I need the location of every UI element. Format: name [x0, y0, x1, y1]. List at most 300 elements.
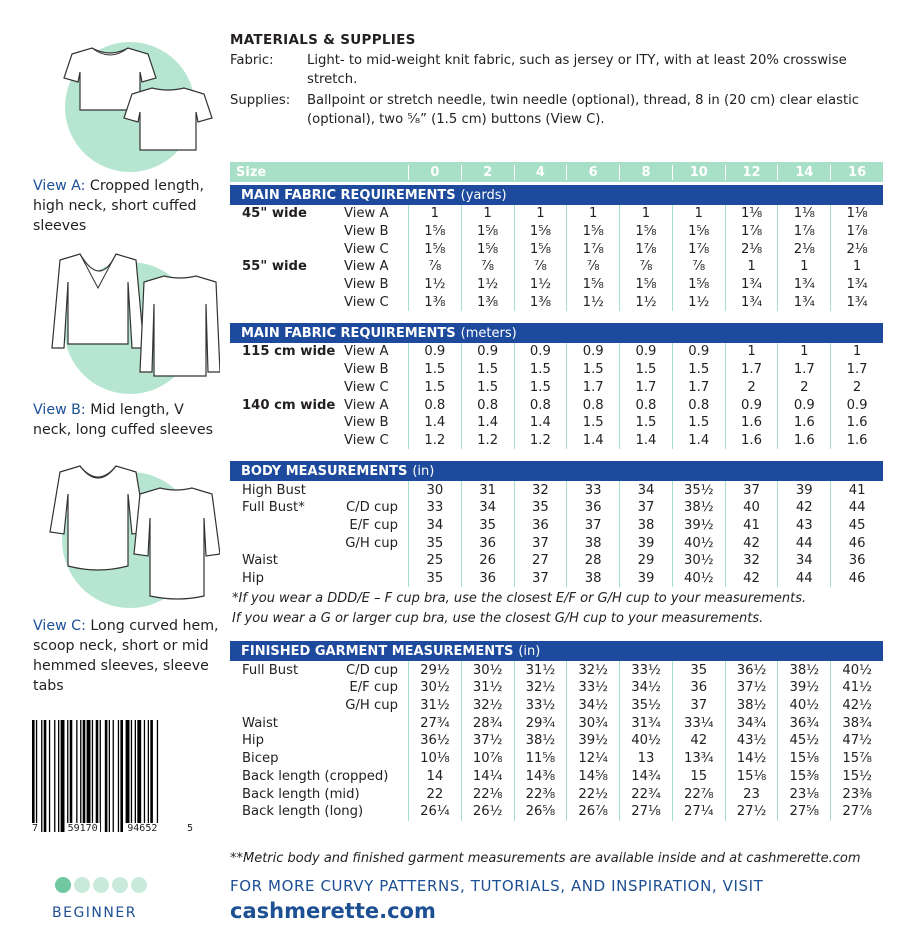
table-cell: 30¾ — [566, 714, 619, 732]
metric-note: **Metric body and finished garment measurements are available inside and at cashmerette.com — [230, 851, 861, 866]
table-cell: 1 — [461, 205, 514, 223]
table-cell: 22⅜ — [514, 785, 567, 803]
table-row — [230, 240, 883, 258]
table-cell: 47½ — [830, 732, 883, 750]
table-cell: 36½ — [408, 732, 461, 750]
barcode-bar — [105, 720, 108, 832]
table-cell: 39½ — [777, 679, 830, 697]
table-cell: 34½ — [619, 679, 672, 697]
fabric-label: Fabric: — [230, 53, 274, 68]
table-cell: 26⅝ — [514, 803, 567, 821]
supplies-label: Supplies: — [230, 93, 291, 108]
meters-band-unit: (meters) — [460, 325, 517, 341]
view-a-caption — [33, 176, 223, 236]
barcode-digits — [30, 823, 195, 834]
table-cell: 26¼ — [408, 803, 461, 821]
table-cell: 1 — [777, 343, 830, 361]
table-cell: 27¾ — [408, 714, 461, 732]
table-row — [230, 661, 883, 679]
table-cell: 39 — [777, 481, 830, 499]
row-label: Back length (cropped) — [242, 768, 389, 784]
meters-band — [230, 323, 883, 343]
table-cell: 13¾ — [672, 750, 725, 768]
barcode-bar — [135, 720, 136, 832]
table-cell: 1⅞ — [725, 223, 778, 241]
difficulty-dot — [93, 877, 109, 893]
row-sublabel: View C — [343, 241, 389, 257]
table-cell: 35 — [461, 517, 514, 535]
table-cell: 39 — [619, 534, 672, 552]
table-cell: 1¾ — [725, 276, 778, 294]
barcode-bar — [87, 720, 91, 832]
table-cell: ⅞ — [672, 258, 725, 276]
table-cell: 32½ — [514, 679, 567, 697]
table-cell: 14½ — [725, 750, 778, 768]
table-cell: 32 — [514, 481, 567, 499]
table-cell: 1 — [830, 258, 883, 276]
table-cell: 1 — [514, 205, 567, 223]
table-cell: ⅞ — [566, 258, 619, 276]
table-cell: 26 — [461, 552, 514, 570]
meters-band-title: MAIN FABRIC REQUIREMENTS — [241, 325, 456, 341]
table-cell: 27⅝ — [777, 803, 830, 821]
table-cell: 31½ — [408, 697, 461, 715]
table-cell: 0.9 — [725, 396, 778, 414]
table-cell: 1.5 — [514, 361, 567, 379]
table-cell: 14⅜ — [514, 768, 567, 786]
table-cell: 1 — [566, 205, 619, 223]
table-cell: 37½ — [725, 679, 778, 697]
table-cell: 0.9 — [619, 343, 672, 361]
table-cell: 1.6 — [830, 432, 883, 450]
view-c-illustration — [20, 462, 220, 612]
difficulty-dot — [131, 877, 147, 893]
row-sublabel: C/D cup — [345, 662, 398, 678]
row-sublabel: E/F cup — [349, 517, 398, 533]
table-cell: 35½ — [619, 697, 672, 715]
cta-text: FOR MORE CURVY PATTERNS, TUTORIALS, AND INSPIRATION, VISIT — [230, 877, 764, 895]
table-cell: 10⅛ — [408, 750, 461, 768]
table-cell: 1¾ — [725, 293, 778, 311]
table-row — [230, 750, 883, 768]
view-b-caption — [33, 400, 223, 440]
table-cell: 10⅞ — [461, 750, 514, 768]
view-b-desc: Mid length, V neck, long cuffed sleeves — [33, 402, 214, 438]
table-cell: 40½ — [672, 570, 725, 588]
view-a-desc: Cropped length, high neck, short cuffed sleeves — [33, 178, 205, 234]
barcode-bar — [109, 720, 110, 832]
yards-band — [230, 185, 883, 205]
barcode-bar — [80, 720, 81, 832]
table-cell: 43 — [777, 517, 830, 535]
table-cell: 1.5 — [461, 361, 514, 379]
row-label: 140 cm wide — [242, 397, 336, 413]
table-cell: 1.4 — [408, 414, 461, 432]
table-cell: 38¾ — [830, 714, 883, 732]
table-cell: 42½ — [830, 697, 883, 715]
table-cell: 34 — [408, 517, 461, 535]
table-cell: ⅞ — [461, 258, 514, 276]
finished-band-unit: (in) — [518, 643, 541, 659]
table-cell: 1⅝ — [619, 276, 672, 294]
materials-title: MATERIALS & SUPPLIES — [230, 32, 416, 48]
table-row — [230, 396, 883, 414]
table-row — [230, 534, 883, 552]
table-cell: 26⅞ — [566, 803, 619, 821]
table-cell: 1⅝ — [672, 276, 725, 294]
table-cell: 27¼ — [672, 803, 725, 821]
row-sublabel: View C — [343, 379, 389, 395]
table-row — [230, 768, 883, 786]
barcode-bar — [41, 720, 42, 832]
table-cell: 1½ — [514, 276, 567, 294]
row-label: Hip — [242, 571, 264, 587]
table-cell: 1⅜ — [461, 293, 514, 311]
table-cell: 42 — [672, 732, 725, 750]
size-header-cell: 14 — [777, 165, 830, 180]
row-label: Waist — [242, 553, 278, 569]
table-cell: 12¼ — [566, 750, 619, 768]
table-cell: 38 — [566, 570, 619, 588]
supplies-row — [230, 91, 890, 129]
table-cell: 42 — [725, 570, 778, 588]
barcode-bar — [118, 720, 119, 832]
finished-band-title: FINISHED GARMENT MEASUREMENTS — [241, 643, 514, 659]
table-cell: 0.9 — [566, 343, 619, 361]
barcode-bar — [67, 720, 68, 832]
table-cell: 31½ — [461, 679, 514, 697]
size-header-row — [230, 162, 883, 182]
table-row — [230, 679, 883, 697]
view-a-name: View A: — [33, 178, 86, 194]
table-cell: 1⅝ — [514, 240, 567, 258]
row-sublabel: View C — [343, 294, 389, 310]
body-band-unit: (in) — [412, 463, 435, 479]
size-header-cell: 4 — [514, 165, 567, 180]
table-cell: 36 — [514, 517, 567, 535]
view-c-desc: Long curved hem, scoop neck, short or mid hemmed sleeves, sleeve tabs — [33, 618, 219, 694]
table-cell: 1.7 — [619, 379, 672, 397]
yards-band-title: MAIN FABRIC REQUIREMENTS — [241, 187, 456, 203]
table-row — [230, 552, 883, 570]
fabric-row — [230, 51, 890, 89]
barcode-bar — [137, 720, 141, 832]
table-cell: 1⅝ — [461, 240, 514, 258]
table-cell: 37 — [566, 517, 619, 535]
table-cell: 1.7 — [566, 379, 619, 397]
row-sublabel: View B — [343, 224, 389, 240]
table-cell: 1 — [777, 258, 830, 276]
table-cell: 29½ — [408, 661, 461, 679]
table-cell: 27⅛ — [619, 803, 672, 821]
row-label: 45" wide — [242, 206, 307, 222]
view-c-caption — [33, 616, 223, 696]
barcode-bar — [61, 720, 65, 832]
row-sublabel: View B — [343, 415, 389, 431]
table-cell: 1⅞ — [830, 223, 883, 241]
table-cell: 34½ — [566, 697, 619, 715]
table-cell: 1.5 — [672, 414, 725, 432]
table-cell: 22 — [408, 785, 461, 803]
table-row — [230, 697, 883, 715]
table-cell: ⅞ — [408, 258, 461, 276]
table-cell: 35 — [672, 661, 725, 679]
table-cell: 41 — [830, 481, 883, 499]
table-cell: 1.5 — [566, 361, 619, 379]
row-sublabel: View B — [343, 277, 389, 293]
table-cell: 1⅝ — [514, 223, 567, 241]
table-cell: 0.9 — [461, 343, 514, 361]
table-row — [230, 276, 883, 294]
table-cell: 37 — [725, 481, 778, 499]
table-cell: 29 — [619, 552, 672, 570]
table-cell: 23⅜ — [830, 785, 883, 803]
table-cell: 1 — [619, 205, 672, 223]
table-cell: 36 — [461, 570, 514, 588]
table-cell: 1.7 — [672, 379, 725, 397]
table-cell: 44 — [830, 499, 883, 517]
barcode-bar — [49, 720, 50, 832]
table-cell: 1.6 — [777, 414, 830, 432]
table-cell: 1⅝ — [672, 223, 725, 241]
barcode-digit-3: 94652 — [127, 823, 158, 834]
table-cell: 1¾ — [830, 276, 883, 294]
size-header-label: Size — [236, 164, 267, 180]
table-cell: 30 — [408, 481, 461, 499]
table-row — [230, 517, 883, 535]
table-cell: 0.9 — [777, 396, 830, 414]
table-row — [230, 414, 883, 432]
table-cell: 1.4 — [619, 432, 672, 450]
table-row — [230, 361, 883, 379]
table-cell: 33 — [408, 499, 461, 517]
row-label: Back length (long) — [242, 804, 364, 820]
table-cell: 27 — [514, 552, 567, 570]
table-cell: 23⅛ — [777, 785, 830, 803]
row-label: Full Bust — [242, 662, 299, 678]
body-note-2: If you wear a G or larger cup bra, use the closest G/H cup to your measurements. — [232, 611, 764, 627]
table-cell: 42 — [725, 534, 778, 552]
table-cell: 44 — [777, 570, 830, 588]
table-cell: 14 — [408, 768, 461, 786]
difficulty-dot — [112, 877, 128, 893]
table-cell: 37 — [619, 499, 672, 517]
table-cell: 1 — [408, 205, 461, 223]
row-label: Waist — [242, 715, 278, 731]
barcode-bar — [150, 720, 153, 832]
difficulty-dot — [55, 877, 71, 893]
table-cell: 44 — [777, 534, 830, 552]
table-cell: 1⅛ — [777, 205, 830, 223]
table-cell: 1 — [830, 343, 883, 361]
table-cell: 22⅛ — [461, 785, 514, 803]
table-cell: 2 — [725, 379, 778, 397]
meters-section — [230, 323, 883, 449]
table-cell: 40½ — [672, 534, 725, 552]
table-cell: 41½ — [830, 679, 883, 697]
row-label: 115 cm wide — [242, 344, 336, 360]
table-cell: 46 — [830, 570, 883, 588]
table-cell: 1⅝ — [566, 223, 619, 241]
table-cell: 1.7 — [830, 361, 883, 379]
barcode-bar — [120, 720, 123, 832]
view-b-name: View B: — [33, 402, 86, 418]
table-cell: 31 — [461, 481, 514, 499]
table-row — [230, 714, 883, 732]
row-sublabel: G/H cup — [345, 698, 398, 714]
table-cell: 22¾ — [619, 785, 672, 803]
table-cell: 1⅜ — [408, 293, 461, 311]
table-cell: 27⅞ — [830, 803, 883, 821]
table-cell: 13 — [619, 750, 672, 768]
barcode-bar — [100, 720, 101, 832]
table-cell: 37½ — [461, 732, 514, 750]
table-cell: 0.8 — [461, 396, 514, 414]
table-cell: 34 — [619, 481, 672, 499]
table-cell: 39 — [619, 570, 672, 588]
table-cell: 39½ — [566, 732, 619, 750]
table-cell: 33½ — [619, 661, 672, 679]
table-cell: 15 — [672, 768, 725, 786]
table-cell: 2⅛ — [725, 240, 778, 258]
table-cell: 1⅝ — [408, 223, 461, 241]
table-cell: 36 — [672, 679, 725, 697]
table-cell: 40½ — [777, 697, 830, 715]
table-cell: 22⅞ — [672, 785, 725, 803]
table-row — [230, 205, 883, 223]
table-cell: 40 — [725, 499, 778, 517]
table-cell: 1⅞ — [619, 240, 672, 258]
website-link[interactable]: cashmerette.com — [230, 899, 436, 923]
row-sublabel: View C — [343, 432, 389, 448]
row-sublabel: View A — [343, 259, 389, 275]
table-cell: 15⅞ — [830, 750, 883, 768]
row-sublabel: C/D cup — [345, 500, 398, 516]
table-row — [230, 343, 883, 361]
table-cell: 35 — [514, 499, 567, 517]
row-label: Hip — [242, 733, 264, 749]
table-cell: 37 — [672, 697, 725, 715]
table-cell: 28 — [566, 552, 619, 570]
table-cell: 0.8 — [672, 396, 725, 414]
size-header-cell: 8 — [619, 165, 672, 180]
size-header-cell: 2 — [461, 165, 514, 180]
table-cell: 1.5 — [566, 414, 619, 432]
table-cell: 1.6 — [777, 432, 830, 450]
body-note-1: *If you wear a DDD/E – F cup bra, use the closest E/F or G/H cup to your measurements. — [232, 591, 807, 607]
materials-section — [230, 32, 890, 131]
views-column — [0, 0, 225, 948]
finished-section — [230, 641, 883, 820]
body-band — [230, 461, 883, 481]
table-cell: 1.7 — [777, 361, 830, 379]
table-cell: 1⅝ — [619, 223, 672, 241]
yards-band-unit: (yards) — [460, 187, 507, 203]
barcode-bar — [32, 720, 35, 832]
body-band-title: BODY MEASUREMENTS — [241, 463, 408, 479]
row-sublabel: View A — [343, 206, 389, 222]
table-cell: 0.8 — [619, 396, 672, 414]
table-cell: 36¾ — [777, 714, 830, 732]
view-c-name: View C: — [33, 618, 86, 634]
table-cell: 2⅛ — [777, 240, 830, 258]
table-cell: 36½ — [725, 661, 778, 679]
table-cell: 1½ — [461, 276, 514, 294]
table-cell: 33¼ — [672, 714, 725, 732]
table-cell: 1.2 — [461, 432, 514, 450]
table-cell: 1 — [725, 258, 778, 276]
barcode-bar — [126, 720, 130, 832]
table-cell: 27½ — [725, 803, 778, 821]
barcode-digit-1: 7 — [32, 823, 39, 834]
table-cell: 1.5 — [619, 414, 672, 432]
view-a-illustration — [20, 32, 220, 172]
table-cell: 1.7 — [725, 361, 778, 379]
row-label: Back length (mid) — [242, 786, 360, 802]
table-cell: 30½ — [461, 661, 514, 679]
table-cell: 38 — [566, 534, 619, 552]
row-label: High Bust — [242, 482, 306, 498]
size-header-cell: 6 — [566, 165, 619, 180]
row-sublabel: View B — [343, 362, 389, 378]
table-cell: 0.9 — [672, 343, 725, 361]
table-row — [230, 785, 883, 803]
barcode-bar — [58, 720, 59, 832]
table-cell: 31½ — [514, 661, 567, 679]
row-sublabel: View A — [343, 344, 389, 360]
size-header-cell: 10 — [672, 165, 725, 180]
table-cell: 22½ — [566, 785, 619, 803]
table-cell: 0.8 — [408, 396, 461, 414]
table-cell: 37 — [514, 534, 567, 552]
table-cell: 1.5 — [408, 379, 461, 397]
table-cell: 33 — [566, 481, 619, 499]
table-cell: 40½ — [619, 732, 672, 750]
table-cell: 1.2 — [514, 432, 567, 450]
size-header-cell: 12 — [725, 165, 778, 180]
table-cell: 1¾ — [830, 293, 883, 311]
table-cell: 1½ — [566, 293, 619, 311]
supplies-text: Ballpoint or stretch needle, twin needle (optional), thread, 8 in (20 cm) clear elastic (optional), two ⁵⁄₈” (1.5 cm) buttons (View C). — [307, 93, 860, 127]
table-cell: 1⅞ — [777, 223, 830, 241]
table-cell: 29¾ — [514, 714, 567, 732]
table-cell: 1⅝ — [566, 276, 619, 294]
table-cell: 1.5 — [461, 379, 514, 397]
table-cell: 28¾ — [461, 714, 514, 732]
table-cell: 1.6 — [830, 414, 883, 432]
row-sublabel: G/H cup — [345, 535, 398, 551]
fabric-text: Light- to mid-weight knit fabric, such as jersey or ITY, with at least 20% crosswise stretch. — [307, 53, 847, 87]
size-header-cell: 0 — [408, 165, 461, 180]
table-cell: 1¾ — [777, 276, 830, 294]
table-cell: 37 — [514, 570, 567, 588]
barcode-bar — [96, 720, 99, 832]
table-cell: 15⅛ — [725, 768, 778, 786]
table-cell: 1.4 — [461, 414, 514, 432]
table-cell: 1⅝ — [461, 223, 514, 241]
row-label: Bicep — [242, 751, 279, 767]
table-cell: 42 — [777, 499, 830, 517]
table-cell: 1.4 — [672, 432, 725, 450]
table-cell: 46 — [830, 534, 883, 552]
barcode-bar — [54, 720, 55, 832]
table-cell: 36 — [566, 499, 619, 517]
table-cell: 11⅝ — [514, 750, 567, 768]
barcode-bar — [76, 720, 77, 832]
difficulty-dots — [55, 877, 147, 893]
table-cell: 39½ — [672, 517, 725, 535]
barcode-bar — [131, 720, 132, 832]
